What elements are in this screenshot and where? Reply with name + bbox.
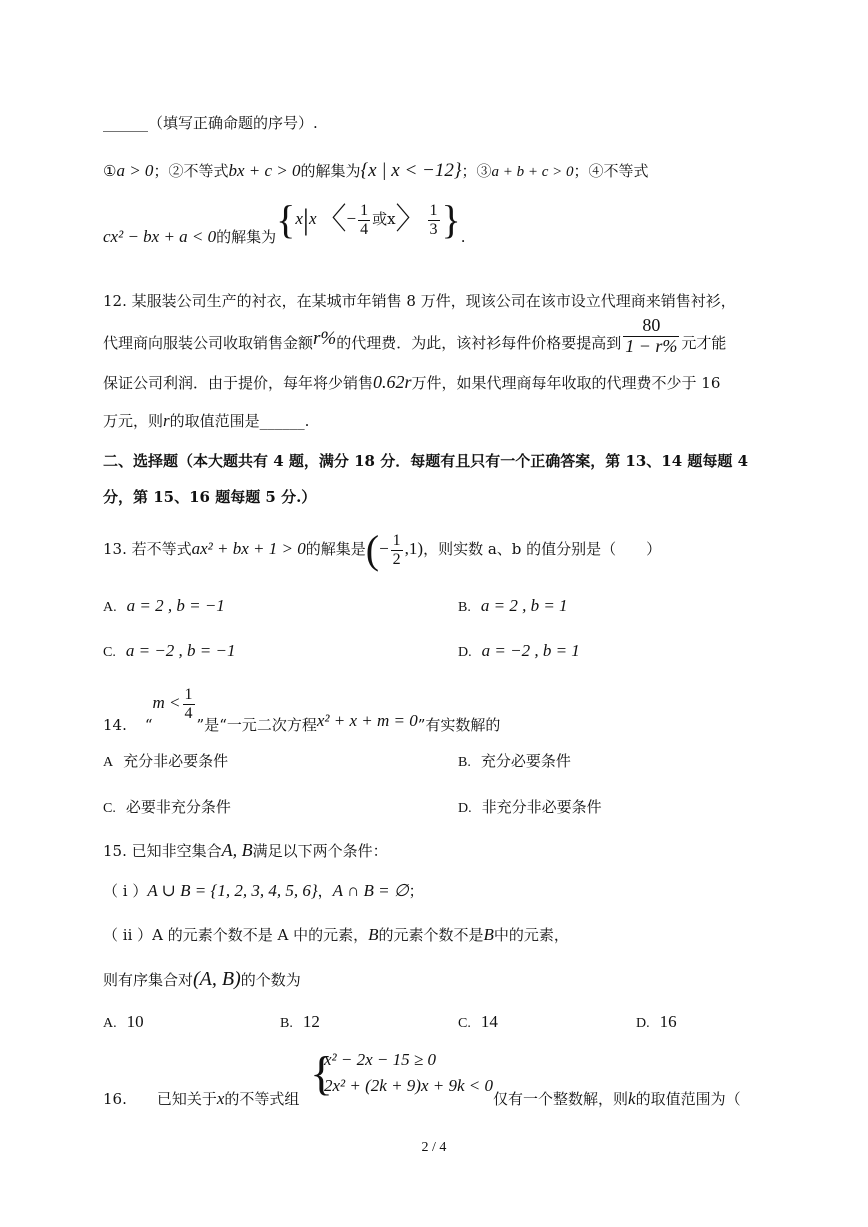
q15-option-c[interactable]: C. 14 <box>458 1012 498 1031</box>
q15-question: 则有序集合对(A, B)的个数为 <box>103 968 301 990</box>
q11-blank-hint: ______（填写正确命题的序号）. <box>103 114 318 132</box>
q11-p4-set-brace-close: } <box>441 197 461 242</box>
q11-p4-frac2: $\frac{1}{3}$ <box>429 201 438 238</box>
q14-option-a[interactable]: A 充分非必要条件 <box>103 752 229 770</box>
q11-p1-math: a > 0 <box>116 161 154 180</box>
q16-stem-left: 16. 已知关于x的不等式组 <box>103 1089 300 1108</box>
q13-option-b[interactable]: B. a = 2 , b = 1 <box>458 596 568 615</box>
q14-option-b[interactable]: B. 充分必要条件 <box>458 752 571 770</box>
q13-option-c[interactable]: C. a = −2 , b = −1 <box>103 641 236 660</box>
q12-line3: 保证公司利润．由于提价，每年将少销售0.62r万件，如果代理商每年收取的代理费不少于 16 <box>103 372 721 392</box>
q15-condition-1: （ i ）A ∪ B = {1, 2, 3, 4, 5, 6}，A ∩ B = ∅； <box>103 881 424 900</box>
q14-fraction: $\frac{1}{4}$ <box>184 686 193 722</box>
q13-stem: 13. 若不等式ax² + bx + 1 > 0的解集是(− $\frac{1}{2}$ ,1)，则实数 a、b 的值分别是（ ） <box>103 527 662 572</box>
section2-heading-line2: 分，第 15、16 题每题 5 分.） <box>103 488 317 506</box>
q12-line1: 12. 某服装公司生产的衬衣，在某城市年销售 8 万件，现该公司在该市设立代理商来销售衬衫， <box>103 292 736 310</box>
q12-line4: 万元，则r的取值范围是______. <box>103 411 310 430</box>
q11-p2-math: bx + c > 0 <box>228 161 301 180</box>
q15-option-a[interactable]: A. 10 <box>103 1012 144 1031</box>
q11-p4-math: cx² − bx + a < 0 <box>103 227 217 246</box>
q11-p2-set: {x | x < −12} <box>360 160 462 181</box>
q15-option-b[interactable]: B. 12 <box>280 1012 320 1031</box>
q14-option-c[interactable]: C. 必要非充分条件 <box>103 798 231 816</box>
q12-line2: 代理商向服装公司收取销售金额r%的代理费．为此，该衬衫每件价格要提高到 $\frac{80}{1 - r\%}$ 元才能 <box>103 315 727 356</box>
q11-p4-set-brace-open: { <box>276 197 296 242</box>
q16-stem-right: 仅有一个整数解，则k的取值范围为（ <box>493 1089 741 1108</box>
q13-fraction: $\frac{1}{2}$ <box>392 531 401 568</box>
q16-system-brace: { <box>310 1047 334 1100</box>
q12-price-fraction: $\frac{80}{1 - r\%}$ <box>625 315 678 356</box>
q15-union: A ∪ B = {1, 2, 3, 4, 5, 6} <box>147 881 318 900</box>
page-number: 2 / 4 <box>421 1140 447 1155</box>
q13-option-a[interactable]: A. a = 2 , b = −1 <box>103 596 225 615</box>
q11-propositions-line2: cx² − bx + a < 0的解集为{x|x〈− $\frac{1}{4}$ 或x〉 $\frac{1}{3}$ }. <box>103 197 466 246</box>
q15-option-d[interactable]: D. 16 <box>636 1012 677 1031</box>
q11-propositions-line1: ①a > 0；②不等式bx + c > 0的解集为{x | x < −12}；③a + b + c > 0；④不等式 <box>103 160 649 181</box>
q12-062r: 0.62r <box>373 372 412 392</box>
q11-p4-frac1: $\frac{1}{4}$ <box>360 201 369 238</box>
q13-inequality: ax² + bx + 1 > 0 <box>191 539 306 558</box>
q15-intersection: A ∩ B = ∅ <box>332 881 409 900</box>
q15-pair: (A, B) <box>193 968 241 990</box>
q14-option-d[interactable]: D. 非充分非必要条件 <box>458 798 602 816</box>
section2-heading-line1: 二、选择题（本大题共有 4 题，满分 18 分．每题有且只有一个正确答案，第 13、14 题每题 4 <box>103 452 749 470</box>
q11-p3-math: a + b + c > 0 <box>491 164 574 180</box>
q16-system-row1: x² − 2x − 15 ≥ 0 <box>324 1050 436 1069</box>
q15-sets-ab: A, B <box>221 840 253 860</box>
q13-option-d[interactable]: D. a = −2 , b = 1 <box>458 641 580 660</box>
q15-stem: 15. 已知非空集合A, B满足以下两个条件： <box>103 840 388 860</box>
q15-condition-2: （ ii ）A 的元素个数不是 A 中的元素，B的元素个数不是B中的元素， <box>103 925 569 944</box>
q14-stem: 14. “m < $\frac{1}{4}$ ”是“一元二次方程x² + x + m = 0”有实数解的 <box>103 686 501 735</box>
q16-system-row2: 2x² + (2k + 9)x + 9k < 0 <box>324 1076 493 1095</box>
q12-r-percent: r% <box>313 328 337 349</box>
q14-equation: x² + x + m = 0 <box>316 711 418 731</box>
